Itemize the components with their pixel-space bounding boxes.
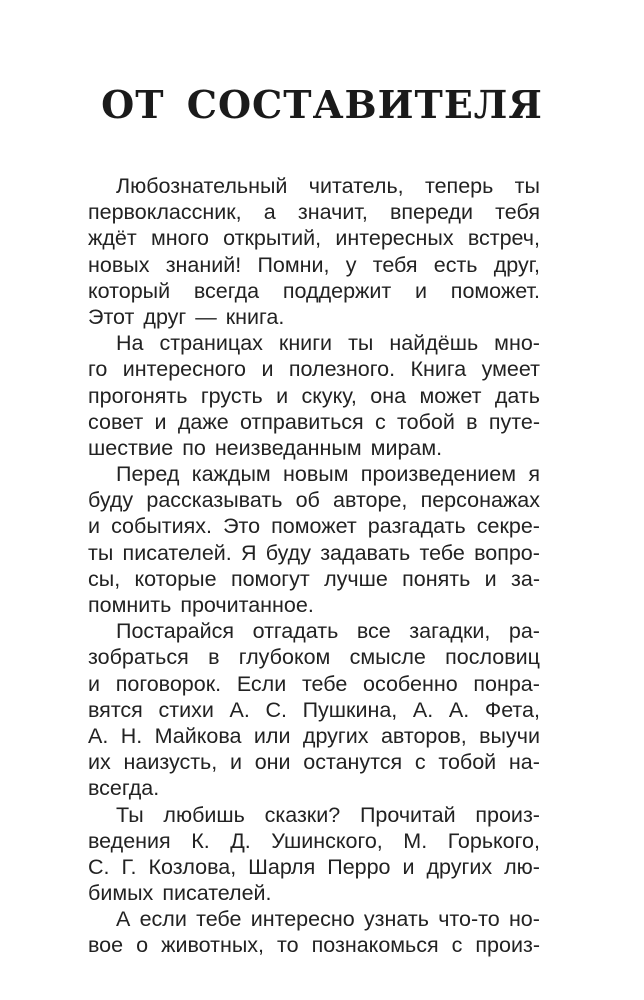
text-line <box>88 252 540 278</box>
word: ведения <box>88 828 171 853</box>
text-line <box>88 828 540 854</box>
word: впереди <box>389 200 473 225</box>
word: за- <box>511 566 540 591</box>
word: есть <box>433 252 478 277</box>
word: о <box>136 933 149 958</box>
word: книги <box>278 331 333 356</box>
word: выучи <box>479 723 540 748</box>
word: останутся <box>303 750 403 775</box>
word: или <box>253 723 291 748</box>
word: писателей. <box>162 881 272 906</box>
word: понра- <box>473 671 540 696</box>
word: тебе <box>196 907 242 932</box>
word: А. <box>88 723 109 748</box>
word: что-то <box>438 907 500 932</box>
word: отправиться <box>239 409 364 434</box>
text-line <box>88 173 540 199</box>
word: Помни, <box>257 252 330 277</box>
word: других <box>302 723 369 748</box>
word: Прочитай <box>359 802 456 827</box>
word: с <box>374 409 386 434</box>
word: разгадать <box>367 514 466 539</box>
word: ты <box>514 174 540 198</box>
word: К. <box>191 828 210 853</box>
word: го <box>88 357 108 382</box>
word: А. <box>448 697 470 722</box>
word: событиях. <box>111 514 213 539</box>
word: совет <box>88 409 144 434</box>
paragraph-1 <box>88 173 540 330</box>
word: друг, <box>493 252 540 277</box>
word: С. <box>88 854 110 879</box>
word: и <box>276 383 289 408</box>
word: Перед <box>116 462 180 487</box>
word: тебе <box>419 540 465 565</box>
text-line <box>88 278 540 304</box>
word: знаний! <box>165 252 242 277</box>
word: ждёт <box>88 226 137 251</box>
word: отгадать <box>252 619 339 644</box>
word: Ушинского, <box>271 828 383 853</box>
word: Пушкина, <box>302 697 398 722</box>
word: теперь <box>424 174 494 198</box>
word: тобой <box>397 409 455 434</box>
word: наизусть, <box>123 750 218 775</box>
word: персонажах <box>420 488 540 513</box>
word: М. <box>403 828 428 853</box>
word: Майкова <box>154 723 242 748</box>
word: ты <box>88 540 114 565</box>
word: неизведанным <box>214 435 362 460</box>
word: шествие <box>88 435 174 460</box>
word: в <box>208 645 220 670</box>
word: произ- <box>475 802 540 827</box>
word: помнить <box>88 593 172 617</box>
word: тобой <box>438 750 497 775</box>
word: загадки, <box>409 619 491 644</box>
word: грусть <box>200 383 263 408</box>
word: умеет <box>481 357 540 382</box>
word: много <box>150 226 209 251</box>
text-line <box>88 749 540 775</box>
word: авторе, <box>333 488 408 513</box>
word: поддержит <box>282 278 392 303</box>
text-line <box>88 697 540 723</box>
text-line <box>88 671 540 697</box>
word: и <box>88 671 101 696</box>
word: мирам. <box>370 435 443 460</box>
word: которые <box>134 566 217 591</box>
word: скуку, <box>301 383 357 408</box>
word: страницах <box>159 331 263 356</box>
text-line <box>88 906 540 932</box>
word: книга. <box>225 304 285 329</box>
word: любишь <box>163 802 245 827</box>
word: А. <box>229 697 250 722</box>
word: бимых <box>88 881 154 906</box>
word: мно- <box>494 331 540 356</box>
word: стихи <box>158 697 214 722</box>
word: может <box>419 383 482 408</box>
text-line <box>88 592 540 618</box>
word: интересного <box>122 357 247 382</box>
word: значит, <box>297 200 368 225</box>
word: других <box>426 854 493 879</box>
text-line <box>88 435 540 461</box>
text-line <box>88 304 540 330</box>
word: друг <box>143 304 187 329</box>
word: авторов, <box>380 723 467 748</box>
word: А <box>116 907 131 932</box>
word: Д. <box>230 828 251 853</box>
word: поможет <box>271 514 357 539</box>
word: новых <box>88 252 150 277</box>
text-line <box>88 199 540 225</box>
word: секре- <box>476 514 540 539</box>
word: лучше <box>324 566 388 591</box>
word: сказки? <box>264 802 341 827</box>
word: но- <box>508 907 540 932</box>
word: особенно <box>363 671 458 696</box>
word: смысле <box>349 645 426 670</box>
word: и <box>261 357 274 382</box>
word: Я <box>241 540 257 565</box>
text-line <box>88 461 540 487</box>
word: буду <box>88 488 134 513</box>
word: Книга <box>410 357 467 382</box>
word: тебе <box>301 671 348 696</box>
text-line <box>88 723 540 749</box>
word: каждым <box>191 462 271 487</box>
word: животных, <box>161 933 265 958</box>
word: сы, <box>88 566 121 591</box>
body-text <box>88 173 540 959</box>
word: понять <box>402 566 471 591</box>
word: глубоком <box>238 645 331 670</box>
word: она <box>370 383 407 408</box>
text-line <box>88 540 540 566</box>
word: поговорок. <box>115 671 222 696</box>
word: об <box>295 488 320 513</box>
word: если <box>139 907 187 932</box>
word: интересно <box>250 907 355 932</box>
word: лю- <box>504 854 540 879</box>
word: и <box>229 750 242 775</box>
word: ра- <box>508 619 540 644</box>
word: всегда. <box>88 776 160 801</box>
word: узнать <box>363 907 429 932</box>
word: дать <box>494 383 540 408</box>
word: поможет. <box>450 278 540 303</box>
word: с <box>414 750 426 775</box>
text-line <box>88 566 540 592</box>
text-line <box>88 880 540 906</box>
word: На <box>116 331 144 356</box>
word: Если <box>236 671 287 696</box>
word: ты <box>348 331 374 356</box>
word: и <box>154 409 167 434</box>
word: первоклассник, <box>88 200 242 225</box>
word: по <box>182 435 206 460</box>
page-title: ОТ СОСТАВИТЕЛЯ <box>101 82 543 127</box>
word: их <box>88 750 111 775</box>
word: Это <box>223 514 261 539</box>
word: писателей. <box>122 540 232 565</box>
word: буду <box>265 540 311 565</box>
text-line <box>88 802 540 828</box>
word: и <box>415 278 428 303</box>
word: вое <box>88 933 124 958</box>
word: а <box>263 200 276 225</box>
word: с <box>451 933 463 958</box>
word: пословиц <box>445 645 540 670</box>
text-line <box>88 487 540 513</box>
paragraph-6 <box>88 906 540 958</box>
word: в <box>466 409 478 434</box>
word: на- <box>508 750 540 775</box>
paragraph-2 <box>88 330 540 461</box>
word: интересных <box>335 226 454 251</box>
word: тебя <box>495 200 540 225</box>
word: Фета, <box>484 697 540 722</box>
word: произведением <box>360 462 517 487</box>
word: — <box>195 304 217 329</box>
word: рассказывать <box>146 488 283 513</box>
word: С. <box>265 697 287 722</box>
word: познакомься <box>311 933 439 958</box>
text-line <box>88 225 540 251</box>
text-line <box>88 383 540 409</box>
paragraph-4 <box>88 618 540 801</box>
word: все <box>356 619 391 644</box>
word: Козлова, <box>148 854 237 879</box>
word: помогут <box>230 566 310 591</box>
word: встреч, <box>467 226 540 251</box>
text-line <box>88 644 540 670</box>
word: Шарля <box>248 854 316 879</box>
word: произ- <box>475 933 540 958</box>
word: даже <box>177 409 229 434</box>
word: и <box>402 854 415 879</box>
word: у <box>345 252 357 277</box>
word: найдёшь <box>389 331 479 356</box>
text-line <box>88 513 540 539</box>
word: прочитанное. <box>180 593 314 617</box>
word: открытий, <box>223 226 322 251</box>
word: Г. <box>121 854 137 879</box>
word: Ты <box>116 802 144 827</box>
text-line <box>88 854 540 880</box>
word: Горького, <box>447 828 540 853</box>
word: который <box>88 278 171 303</box>
word: Н. <box>120 723 143 748</box>
paragraph-5 <box>88 802 540 907</box>
text-line <box>88 775 540 801</box>
word: Перро <box>327 854 391 879</box>
text-line <box>88 932 540 958</box>
word: зобраться <box>88 645 189 670</box>
word: всегда <box>193 278 260 303</box>
word: вопро- <box>474 540 540 565</box>
word: новым <box>283 462 349 487</box>
word: Этот <box>88 304 135 329</box>
word: они <box>254 750 291 775</box>
word: я <box>528 462 540 487</box>
text-line <box>88 618 540 644</box>
word: А. <box>412 697 434 722</box>
paragraph-3 <box>88 461 540 618</box>
word: Постарайся <box>116 619 235 644</box>
text-line <box>88 409 540 435</box>
text-line <box>88 330 540 356</box>
word: прогонять <box>88 383 188 408</box>
word: путе- <box>488 409 540 434</box>
word: и <box>88 514 101 539</box>
word: читатель, <box>308 174 404 198</box>
word: Любознательный <box>116 174 288 198</box>
word: то <box>277 933 299 958</box>
word: задавать <box>320 540 411 565</box>
text-line <box>88 356 540 382</box>
word: и <box>484 566 497 591</box>
word: полезного. <box>288 357 396 382</box>
word: тебя <box>372 252 418 277</box>
word: вятся <box>88 697 143 722</box>
